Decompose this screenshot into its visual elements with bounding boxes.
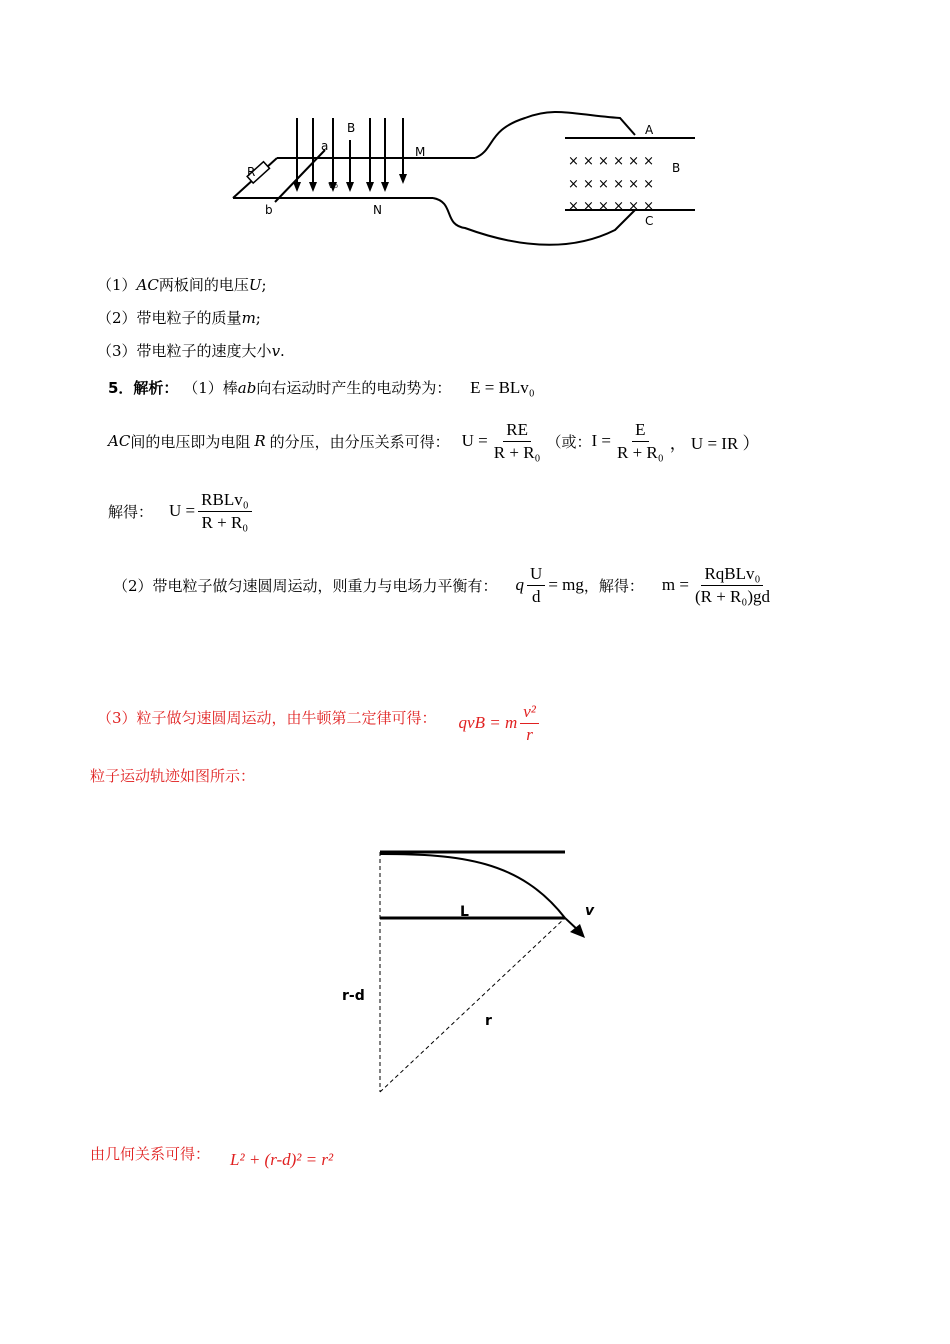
dashed-radius	[380, 918, 565, 1092]
svg-text:× × × × × ×: × × × × × ×	[568, 177, 655, 192]
question-1: （1）AC两板间的电压U;	[97, 276, 267, 294]
label-r: r	[485, 1013, 492, 1029]
solution-line-3: 解得： U = $\frac{\text{RBLv₀}}{\text{R + R₀}}$	[108, 490, 255, 532]
question-3: （3）带电粒子的速度大小v.	[97, 342, 285, 360]
circuit-figure	[225, 110, 705, 260]
label-B-plate: B	[672, 161, 681, 175]
label-r-minus-d: r-d	[342, 988, 365, 1004]
geometry-line: 由几何关系可得： L² + (r-d)² = r²	[90, 1144, 334, 1169]
svg-text:× × × × × ×: × × × × × ×	[568, 154, 655, 169]
solution-part-2: （2）带电粒子做匀速圆周运动，则重力与电场力平衡有： q $\frac{U}{d}$ = mg ，解得： m = $\frac{\text{RqBLv₀}}{\text{(R + R₀)gd}}$	[113, 564, 770, 606]
label-A: A	[645, 123, 654, 137]
trajectory-figure	[340, 840, 610, 1100]
trajectory-text: 粒子运动轨迹如图所示：	[90, 767, 256, 785]
trajectory-curve	[380, 854, 580, 932]
solution-line-2: AC 间的电压即为电阻 R 的分压，由分压关系可得： U = $\frac{RE}{\text{R + R₀}}$ （或： I = $\frac{E}{\text{R + R₀}}$ ， U = IR ）	[108, 420, 760, 462]
label-L: L	[460, 904, 469, 920]
label-N: N	[373, 203, 382, 217]
label-b: b	[265, 203, 273, 217]
label-a: a	[321, 139, 329, 153]
solution-part-3: （3）粒子做匀速圆周运动，由牛顿第二定律可得： qvB = m $\frac{\text{v²}}{r}$	[97, 690, 542, 744]
label-R: R	[247, 165, 256, 179]
label-v: v	[585, 903, 595, 919]
svg-text:× × × × × ×: × × × × × ×	[568, 199, 655, 214]
question-2: （2）带电粒子的质量m;	[97, 309, 261, 327]
label-C: C	[645, 214, 654, 228]
solution-line-1: 5．解析： （1）棒ab向右运动时产生的电动势为： E = BLv₀	[108, 378, 535, 397]
label-v0: v₀	[328, 180, 338, 191]
label-M: M	[415, 145, 426, 159]
label-B-field: B	[347, 121, 356, 135]
